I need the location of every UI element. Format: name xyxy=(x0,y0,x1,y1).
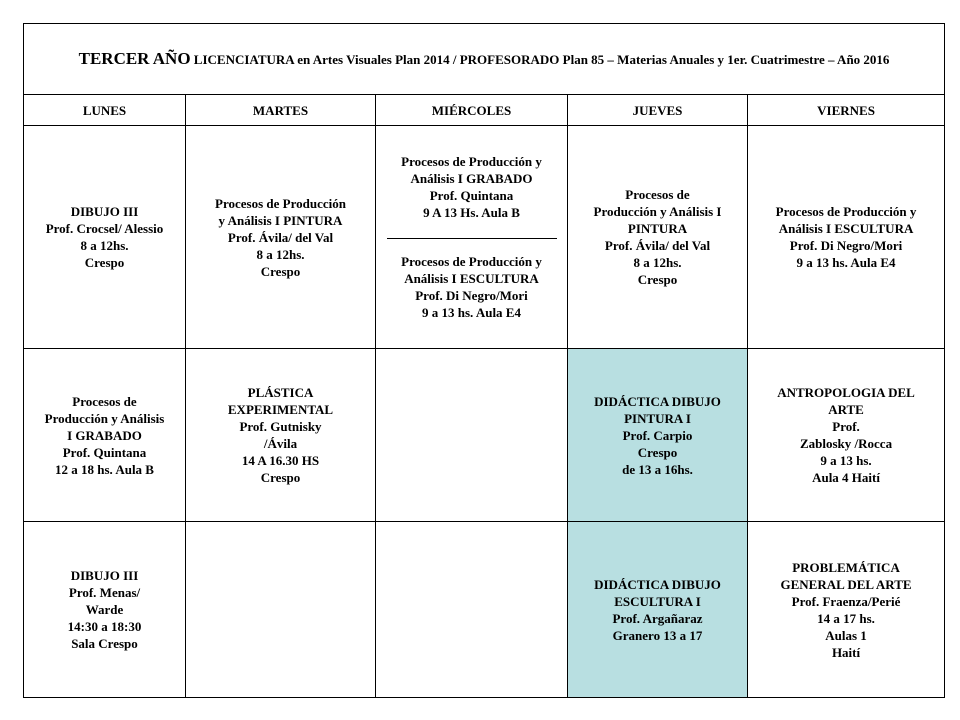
class-line: Crespo xyxy=(637,444,678,460)
class-line: DIDÁCTICA DIBUJO xyxy=(594,393,721,409)
class-line: ESCULTURA I xyxy=(614,593,701,609)
class-line: Procesos de Producción y xyxy=(401,254,542,269)
class-line: Crespo xyxy=(637,272,678,287)
class-cell xyxy=(748,349,945,522)
class-cell xyxy=(186,126,376,349)
class-line: 14:30 a 18:30 xyxy=(67,619,142,634)
class-line: Aula 4 Haití xyxy=(812,470,880,485)
class-line: Análisis I GRABADO xyxy=(410,171,533,186)
class-line: Zablosky /Rocca xyxy=(799,436,893,451)
title-main: TERCER AÑO xyxy=(78,49,191,68)
class-cell xyxy=(186,522,376,698)
class-line: Procesos de Producción xyxy=(215,195,346,211)
class-line: ANTROPOLOGIA DEL xyxy=(777,385,915,400)
class-line: Prof. Fraenza/Perié xyxy=(791,593,901,609)
schedule-title xyxy=(24,24,945,95)
class-line: 9 A 13 Hs. Aula B xyxy=(423,205,520,220)
class-line: Crespo xyxy=(260,470,301,485)
class-line: Procesos de Producción y xyxy=(401,154,542,169)
class-line: de 13 a 16hs. xyxy=(622,461,693,477)
class-line: Procesos de xyxy=(72,393,137,409)
class-line: Producción y Análisis I xyxy=(593,204,722,219)
class-line: Prof. Crocsel/ Alessio xyxy=(45,221,164,236)
class-line: Sala Crespo xyxy=(71,636,138,651)
day-header-friday: VIERNES xyxy=(748,95,945,126)
class-cell xyxy=(748,522,945,698)
class-line: Haití xyxy=(831,644,861,660)
class-line: DIDÁCTICA DIBUJO xyxy=(594,576,721,592)
class-line: Procesos de Producción y xyxy=(775,204,917,219)
class-cell xyxy=(24,126,186,349)
class-cell xyxy=(568,349,748,522)
class-line: Análisis I ESCULTURA xyxy=(404,271,539,286)
class-line: 8 a 12hs. xyxy=(80,238,129,253)
class-line: Granero 13 a 17 xyxy=(612,627,703,643)
class-line: Prof. xyxy=(832,419,860,434)
class-line: Prof. Carpio xyxy=(622,427,693,443)
class-line: 8 a 12hs. xyxy=(256,246,305,262)
class-line: 8 a 12hs. xyxy=(633,255,682,270)
schedule-row xyxy=(24,349,945,522)
day-header-thursday: JUEVES xyxy=(568,95,748,126)
title-rest: LICENCIATURA en Artes Visuales Plan 2014 / PROFESORADO Plan 85 – Materias Anuales y 1er. Cuatrimestre – Año 2016 xyxy=(190,52,890,67)
class-line: Prof. Di Negro/Mori xyxy=(789,238,903,253)
class-line: 9 a 13 hs. xyxy=(820,453,872,468)
class-line: Prof. Argañaraz xyxy=(612,610,703,626)
class-line: Crespo xyxy=(84,255,125,270)
class-line: PINTURA xyxy=(627,221,688,236)
class-line: Prof. Quintana xyxy=(62,444,147,460)
class-line: Aulas 1 xyxy=(825,627,867,643)
class-line: I GRABADO xyxy=(67,427,142,443)
class-line: PROBLEMÁTICA xyxy=(792,559,900,575)
class-line: 12 a 18 hs. Aula B xyxy=(55,461,154,477)
class-line: 9 a 13 hs. Aula E4 xyxy=(422,305,521,320)
class-line: EXPERIMENTAL xyxy=(227,402,334,417)
class-line: Prof. Ávila/ del Val xyxy=(227,229,334,245)
class-line: Prof. Quintana xyxy=(429,188,514,203)
class-line: Prof. Ávila/ del Val xyxy=(604,238,711,253)
class-line: 14 A 16.30 HS xyxy=(241,453,320,468)
schedule-row xyxy=(24,126,945,349)
class-line: Análisis I ESCULTURA xyxy=(778,221,914,236)
class-cell xyxy=(376,522,568,698)
class-cell xyxy=(24,349,186,522)
class-cell xyxy=(568,126,748,349)
day-header-wednesday: MIÉRCOLES xyxy=(376,95,568,126)
class-line: ARTE xyxy=(828,402,864,417)
class-line: Prof. Di Negro/Mori xyxy=(415,288,528,303)
cell-divider xyxy=(387,238,557,239)
class-line: Prof. Gutnisky xyxy=(239,419,322,434)
day-header-tuesday: MARTES xyxy=(186,95,376,126)
class-line: Warde xyxy=(85,602,124,617)
class-line: 9 a 13 hs. Aula E4 xyxy=(796,255,896,270)
day-header-monday: LUNES xyxy=(24,95,186,126)
class-line: PINTURA I xyxy=(624,410,691,426)
class-line: 14 a 17 hs. xyxy=(817,610,875,626)
class-cell xyxy=(24,522,186,698)
class-line: DIBUJO III xyxy=(70,568,139,583)
class-line: Procesos de xyxy=(625,187,690,202)
class-line: /Ávila xyxy=(263,436,298,451)
class-line: y Análisis I PINTURA xyxy=(218,212,343,228)
class-line: Producción y Análisis xyxy=(44,410,165,426)
class-cell xyxy=(376,349,568,522)
schedule-row xyxy=(24,522,945,698)
class-cell xyxy=(568,522,748,698)
class-cell xyxy=(186,349,376,522)
schedule-table xyxy=(23,23,945,698)
class-line: DIBUJO III xyxy=(70,204,139,219)
class-cell xyxy=(748,126,945,349)
class-cell xyxy=(376,126,568,349)
class-line: Prof. Menas/ xyxy=(68,585,141,600)
class-line: Crespo xyxy=(260,263,301,279)
class-line: PLÁSTICA xyxy=(247,385,314,400)
class-line: GENERAL DEL ARTE xyxy=(780,576,912,592)
